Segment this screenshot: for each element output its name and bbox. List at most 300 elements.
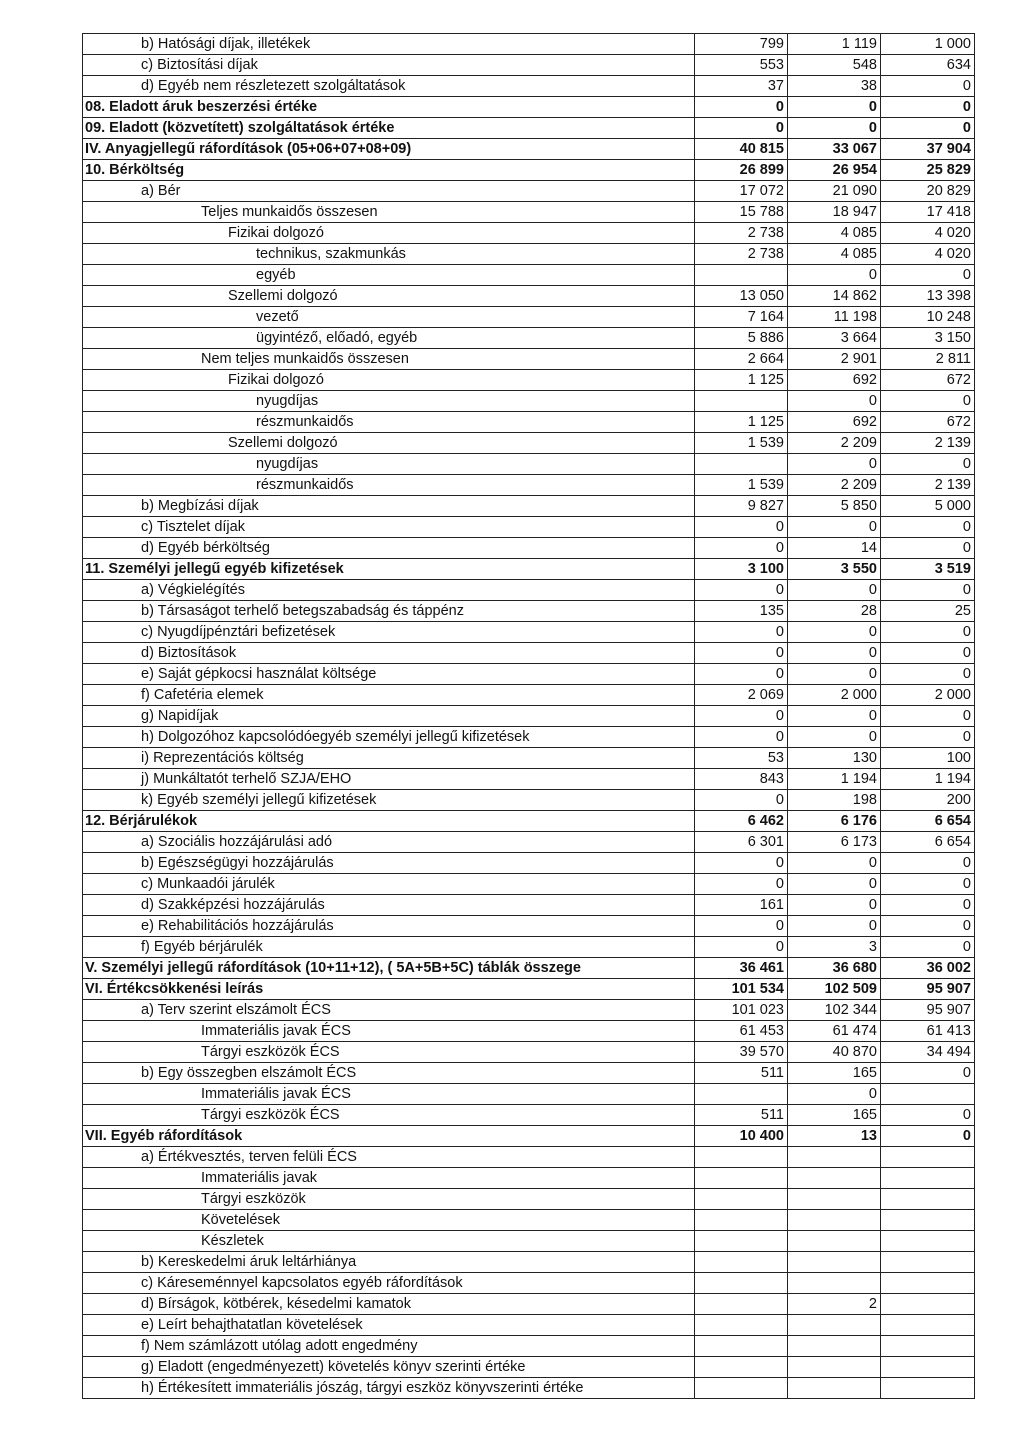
value-cell-1: 1 125 (695, 370, 788, 391)
value-cell-1: 0 (695, 727, 788, 748)
table-row (83, 34, 975, 55)
value-cell-1 (695, 1273, 788, 1294)
row-label: IV. Anyagjellegű ráfordítások (05+06+07+08+09) (83, 139, 695, 160)
value-cell-1: 9 827 (695, 496, 788, 517)
value-cell-3 (881, 1231, 975, 1252)
table-row (83, 1357, 975, 1378)
table-row (83, 223, 975, 244)
value-cell-1: 0 (695, 118, 788, 139)
value-cell-1: 101 023 (695, 1000, 788, 1021)
table-row (83, 874, 975, 895)
value-cell-3: 0 (881, 706, 975, 727)
value-cell-2: 18 947 (788, 202, 881, 223)
value-cell-1: 37 (695, 76, 788, 97)
value-cell-3 (881, 1378, 975, 1399)
row-label: 08. Eladott áruk beszerzési értéke (83, 97, 695, 118)
value-cell-1: 6 462 (695, 811, 788, 832)
row-label: V. Személyi jellegű ráfordítások (10+11+12), ( 5A+5B+5C) táblák összege (83, 958, 695, 979)
value-cell-3: 1 000 (881, 34, 975, 55)
table-row (83, 769, 975, 790)
table-row (83, 475, 975, 496)
value-cell-3: 3 519 (881, 559, 975, 580)
value-cell-1 (695, 1189, 788, 1210)
value-cell-3: 0 (881, 853, 975, 874)
table-row (83, 1210, 975, 1231)
table-row (83, 139, 975, 160)
table-row (83, 181, 975, 202)
value-cell-3: 0 (881, 1063, 975, 1084)
value-cell-1: 0 (695, 790, 788, 811)
value-cell-1 (695, 1336, 788, 1357)
row-label: b) Egy összegben elszámolt ÉCS (83, 1063, 695, 1084)
value-cell-1: 2 738 (695, 223, 788, 244)
value-cell-1: 17 072 (695, 181, 788, 202)
value-cell-1: 2 738 (695, 244, 788, 265)
value-cell-1: 511 (695, 1105, 788, 1126)
value-cell-3: 0 (881, 118, 975, 139)
value-cell-2 (788, 1231, 881, 1252)
value-cell-1 (695, 1378, 788, 1399)
value-cell-3: 25 (881, 601, 975, 622)
row-label: Tárgyi eszközök ÉCS (83, 1042, 695, 1063)
value-cell-2: 6 176 (788, 811, 881, 832)
value-cell-2: 0 (788, 454, 881, 475)
table-row (83, 664, 975, 685)
row-label: Szellemi dolgozó (83, 286, 695, 307)
value-cell-2: 4 085 (788, 223, 881, 244)
table-row (83, 328, 975, 349)
value-cell-2: 0 (788, 643, 881, 664)
row-label: technikus, szakmunkás (83, 244, 695, 265)
value-cell-3: 4 020 (881, 223, 975, 244)
value-cell-1 (695, 1210, 788, 1231)
table-row (83, 370, 975, 391)
value-cell-1 (695, 1357, 788, 1378)
value-cell-2: 61 474 (788, 1021, 881, 1042)
row-label: részmunkaidős (83, 412, 695, 433)
row-label: i) Reprezentációs költség (83, 748, 695, 769)
value-cell-1: 511 (695, 1063, 788, 1084)
value-cell-1 (695, 1084, 788, 1105)
table-row (83, 1168, 975, 1189)
value-cell-2: 2 209 (788, 433, 881, 454)
table-row (83, 790, 975, 811)
value-cell-2: 0 (788, 706, 881, 727)
value-cell-1: 2 069 (695, 685, 788, 706)
table-row (83, 1042, 975, 1063)
table-row (83, 1252, 975, 1273)
value-cell-3: 2 000 (881, 685, 975, 706)
value-cell-2 (788, 1273, 881, 1294)
value-cell-3: 6 654 (881, 811, 975, 832)
row-label: egyéb (83, 265, 695, 286)
row-label: g) Napidíjak (83, 706, 695, 727)
row-label: Nem teljes munkaidős összesen (83, 349, 695, 370)
row-label: 12. Bérjárulékok (83, 811, 695, 832)
row-label: vezető (83, 307, 695, 328)
value-cell-2: 0 (788, 97, 881, 118)
table-row (83, 349, 975, 370)
table-row (83, 937, 975, 958)
table-row (83, 1189, 975, 1210)
value-cell-3 (881, 1252, 975, 1273)
row-label: ügyintéző, előadó, egyéb (83, 328, 695, 349)
value-cell-2: 0 (788, 391, 881, 412)
value-cell-3: 2 139 (881, 475, 975, 496)
table-row (83, 412, 975, 433)
value-cell-1: 135 (695, 601, 788, 622)
table-row (83, 307, 975, 328)
row-label: h) Dolgozóhoz kapcsolódóegyéb személyi jellegű kifizetések (83, 727, 695, 748)
value-cell-1: 13 050 (695, 286, 788, 307)
table-row (83, 622, 975, 643)
value-cell-2: 40 870 (788, 1042, 881, 1063)
value-cell-1: 1 125 (695, 412, 788, 433)
value-cell-1: 6 301 (695, 832, 788, 853)
table-row (83, 1315, 975, 1336)
row-label: Teljes munkaidős összesen (83, 202, 695, 223)
value-cell-2: 1 194 (788, 769, 881, 790)
value-cell-3: 0 (881, 265, 975, 286)
table-row (83, 832, 975, 853)
table-row (83, 244, 975, 265)
row-label: f) Nem számlázott utólag adott engedmény (83, 1336, 695, 1357)
value-cell-2: 198 (788, 790, 881, 811)
value-cell-3 (881, 1336, 975, 1357)
table-row (83, 202, 975, 223)
value-cell-3: 1 194 (881, 769, 975, 790)
table-row (83, 1021, 975, 1042)
table-row (83, 1231, 975, 1252)
row-label: Készletek (83, 1231, 695, 1252)
table-row (83, 895, 975, 916)
value-cell-1: 10 400 (695, 1126, 788, 1147)
value-cell-1: 0 (695, 937, 788, 958)
value-cell-2: 1 119 (788, 34, 881, 55)
value-cell-3 (881, 1147, 975, 1168)
value-cell-1: 61 453 (695, 1021, 788, 1042)
table-row (83, 1336, 975, 1357)
value-cell-2: 2 000 (788, 685, 881, 706)
row-label: b) Kereskedelmi áruk leltárhiánya (83, 1252, 695, 1273)
value-cell-1: 0 (695, 853, 788, 874)
value-cell-3: 6 654 (881, 832, 975, 853)
value-cell-2: 165 (788, 1105, 881, 1126)
value-cell-3: 0 (881, 391, 975, 412)
row-label: Immateriális javak ÉCS (83, 1021, 695, 1042)
table-row (83, 1063, 975, 1084)
row-label: a) Értékvesztés, terven felüli ÉCS (83, 1147, 695, 1168)
table-row (83, 265, 975, 286)
table-body (83, 34, 975, 1399)
value-cell-1: 0 (695, 916, 788, 937)
table-row (83, 1126, 975, 1147)
value-cell-3 (881, 1189, 975, 1210)
row-label: Tárgyi eszközök ÉCS (83, 1105, 695, 1126)
value-cell-2: 692 (788, 370, 881, 391)
value-cell-2: 0 (788, 580, 881, 601)
value-cell-1: 0 (695, 874, 788, 895)
value-cell-2: 3 (788, 937, 881, 958)
table-row (83, 97, 975, 118)
value-cell-1 (695, 265, 788, 286)
row-label: 09. Eladott (közvetített) szolgáltatások értéke (83, 118, 695, 139)
row-label: 11. Személyi jellegű egyéb kifizetések (83, 559, 695, 580)
value-cell-3: 672 (881, 370, 975, 391)
value-cell-3: 17 418 (881, 202, 975, 223)
value-cell-2: 14 (788, 538, 881, 559)
value-cell-2: 14 862 (788, 286, 881, 307)
row-label: Fizikai dolgozó (83, 370, 695, 391)
value-cell-3: 0 (881, 517, 975, 538)
value-cell-2 (788, 1336, 881, 1357)
value-cell-1: 40 815 (695, 139, 788, 160)
table-row (83, 160, 975, 181)
value-cell-2: 5 850 (788, 496, 881, 517)
value-cell-2: 0 (788, 265, 881, 286)
table-row (83, 1294, 975, 1315)
table-row (83, 853, 975, 874)
value-cell-3: 0 (881, 727, 975, 748)
row-label: c) Káreseménnyel kapcsolatos egyéb ráfordítások (83, 1273, 695, 1294)
value-cell-2: 692 (788, 412, 881, 433)
value-cell-1: 7 164 (695, 307, 788, 328)
value-cell-2: 0 (788, 874, 881, 895)
table-row (83, 1000, 975, 1021)
document-page (82, 33, 975, 1399)
row-label: a) Szociális hozzájárulási adó (83, 832, 695, 853)
value-cell-3: 0 (881, 916, 975, 937)
value-cell-2 (788, 1210, 881, 1231)
row-label: Tárgyi eszközök (83, 1189, 695, 1210)
value-cell-2: 0 (788, 622, 881, 643)
value-cell-1: 2 664 (695, 349, 788, 370)
value-cell-3: 0 (881, 76, 975, 97)
row-label: d) Egyéb bérköltség (83, 538, 695, 559)
table-row (83, 979, 975, 1000)
value-cell-2 (788, 1357, 881, 1378)
table-row (83, 1273, 975, 1294)
value-cell-3: 0 (881, 454, 975, 475)
table-row (83, 601, 975, 622)
value-cell-2: 36 680 (788, 958, 881, 979)
value-cell-2: 11 198 (788, 307, 881, 328)
value-cell-1 (695, 1315, 788, 1336)
value-cell-2: 6 173 (788, 832, 881, 853)
value-cell-2: 2 209 (788, 475, 881, 496)
value-cell-2: 0 (788, 1084, 881, 1105)
row-label: e) Saját gépkocsi használat költsége (83, 664, 695, 685)
value-cell-2: 0 (788, 916, 881, 937)
value-cell-1: 101 534 (695, 979, 788, 1000)
table-row (83, 916, 975, 937)
value-cell-1: 36 461 (695, 958, 788, 979)
value-cell-1 (695, 1231, 788, 1252)
value-cell-3: 200 (881, 790, 975, 811)
value-cell-1 (695, 1147, 788, 1168)
value-cell-1 (695, 1252, 788, 1273)
value-cell-2: 0 (788, 853, 881, 874)
value-cell-3: 4 020 (881, 244, 975, 265)
row-label: c) Tisztelet díjak (83, 517, 695, 538)
value-cell-3: 0 (881, 622, 975, 643)
value-cell-1: 39 570 (695, 1042, 788, 1063)
row-label: Immateriális javak ÉCS (83, 1084, 695, 1105)
table-row (83, 496, 975, 517)
table-row (83, 76, 975, 97)
value-cell-1 (695, 1294, 788, 1315)
row-label: d) Szakképzési hozzájárulás (83, 895, 695, 916)
value-cell-1: 0 (695, 97, 788, 118)
value-cell-3: 0 (881, 1105, 975, 1126)
value-cell-2: 0 (788, 895, 881, 916)
value-cell-2: 2 (788, 1294, 881, 1315)
value-cell-2: 548 (788, 55, 881, 76)
value-cell-1: 0 (695, 517, 788, 538)
value-cell-1 (695, 391, 788, 412)
table-row (83, 517, 975, 538)
value-cell-3: 100 (881, 748, 975, 769)
row-label: j) Munkáltatót terhelő SZJA/EHO (83, 769, 695, 790)
value-cell-3: 672 (881, 412, 975, 433)
row-label: nyugdíjas (83, 391, 695, 412)
value-cell-2: 0 (788, 118, 881, 139)
value-cell-2: 130 (788, 748, 881, 769)
value-cell-1: 0 (695, 622, 788, 643)
row-label: VI. Értékcsökkenési leírás (83, 979, 695, 1000)
value-cell-2 (788, 1147, 881, 1168)
row-label: b) Társaságot terhelő betegszabadság és táppénz (83, 601, 695, 622)
row-label: e) Leírt behajthatatlan követelések (83, 1315, 695, 1336)
value-cell-1: 553 (695, 55, 788, 76)
table-row (83, 748, 975, 769)
row-label: a) Végkielégítés (83, 580, 695, 601)
value-cell-3: 0 (881, 643, 975, 664)
value-cell-3: 0 (881, 664, 975, 685)
row-label: VII. Egyéb ráfordítások (83, 1126, 695, 1147)
row-label: c) Biztosítási díjak (83, 55, 695, 76)
value-cell-3: 2 811 (881, 349, 975, 370)
value-cell-3: 36 002 (881, 958, 975, 979)
row-label: d) Biztosítások (83, 643, 695, 664)
value-cell-1: 1 539 (695, 475, 788, 496)
value-cell-3: 34 494 (881, 1042, 975, 1063)
row-label: b) Megbízási díjak (83, 496, 695, 517)
value-cell-3: 0 (881, 1126, 975, 1147)
table-row (83, 538, 975, 559)
table-row (83, 685, 975, 706)
value-cell-3 (881, 1273, 975, 1294)
value-cell-1: 3 100 (695, 559, 788, 580)
value-cell-1: 0 (695, 643, 788, 664)
value-cell-3: 3 150 (881, 328, 975, 349)
value-cell-1: 843 (695, 769, 788, 790)
row-label: h) Értékesített immateriális jószág, tárgyi eszköz könyvszerinti értéke (83, 1378, 695, 1399)
table-row (83, 643, 975, 664)
value-cell-1: 0 (695, 706, 788, 727)
table-row (83, 1147, 975, 1168)
value-cell-2: 165 (788, 1063, 881, 1084)
value-cell-3 (881, 1357, 975, 1378)
table-row (83, 55, 975, 76)
value-cell-2: 0 (788, 517, 881, 538)
table-row (83, 1105, 975, 1126)
row-label: Fizikai dolgozó (83, 223, 695, 244)
value-cell-2: 3 550 (788, 559, 881, 580)
value-cell-1: 799 (695, 34, 788, 55)
value-cell-2: 13 (788, 1126, 881, 1147)
row-label: c) Munkaadói járulék (83, 874, 695, 895)
value-cell-1: 0 (695, 580, 788, 601)
table-row (83, 580, 975, 601)
value-cell-2: 102 509 (788, 979, 881, 1000)
value-cell-3: 25 829 (881, 160, 975, 181)
value-cell-3: 2 139 (881, 433, 975, 454)
table-row (83, 559, 975, 580)
value-cell-3: 10 248 (881, 307, 975, 328)
row-label: g) Eladott (engedményezett) követelés könyv szerinti értéke (83, 1357, 695, 1378)
value-cell-3: 5 000 (881, 496, 975, 517)
value-cell-3: 634 (881, 55, 975, 76)
value-cell-2: 2 901 (788, 349, 881, 370)
table-row (83, 811, 975, 832)
row-label: a) Terv szerint elszámolt ÉCS (83, 1000, 695, 1021)
value-cell-2: 3 664 (788, 328, 881, 349)
row-label: a) Bér (83, 181, 695, 202)
table-row (83, 391, 975, 412)
value-cell-3: 0 (881, 937, 975, 958)
value-cell-2: 33 067 (788, 139, 881, 160)
value-cell-2: 4 085 (788, 244, 881, 265)
value-cell-3: 0 (881, 97, 975, 118)
value-cell-3 (881, 1168, 975, 1189)
value-cell-1: 161 (695, 895, 788, 916)
value-cell-3: 95 907 (881, 979, 975, 1000)
row-label: b) Egészségügyi hozzájárulás (83, 853, 695, 874)
value-cell-1 (695, 454, 788, 475)
row-label: Immateriális javak (83, 1168, 695, 1189)
value-cell-2 (788, 1252, 881, 1273)
value-cell-2: 0 (788, 727, 881, 748)
row-label: f) Egyéb bérjárulék (83, 937, 695, 958)
value-cell-2 (788, 1189, 881, 1210)
value-cell-2: 0 (788, 664, 881, 685)
row-label: 10. Bérköltség (83, 160, 695, 181)
table-row (83, 454, 975, 475)
value-cell-2: 102 344 (788, 1000, 881, 1021)
table-row (83, 1084, 975, 1105)
table-row (83, 286, 975, 307)
table-row (83, 118, 975, 139)
value-cell-3 (881, 1294, 975, 1315)
table-row (83, 958, 975, 979)
value-cell-3: 95 907 (881, 1000, 975, 1021)
value-cell-3: 20 829 (881, 181, 975, 202)
row-label: d) Egyéb nem részletezett szolgáltatások (83, 76, 695, 97)
value-cell-1 (695, 1168, 788, 1189)
value-cell-1: 53 (695, 748, 788, 769)
value-cell-1: 0 (695, 664, 788, 685)
row-label: részmunkaidős (83, 475, 695, 496)
value-cell-1: 26 899 (695, 160, 788, 181)
value-cell-3: 0 (881, 538, 975, 559)
value-cell-2: 38 (788, 76, 881, 97)
value-cell-3: 61 413 (881, 1021, 975, 1042)
table-row (83, 1378, 975, 1399)
value-cell-3: 0 (881, 895, 975, 916)
table-row (83, 706, 975, 727)
value-cell-3 (881, 1210, 975, 1231)
